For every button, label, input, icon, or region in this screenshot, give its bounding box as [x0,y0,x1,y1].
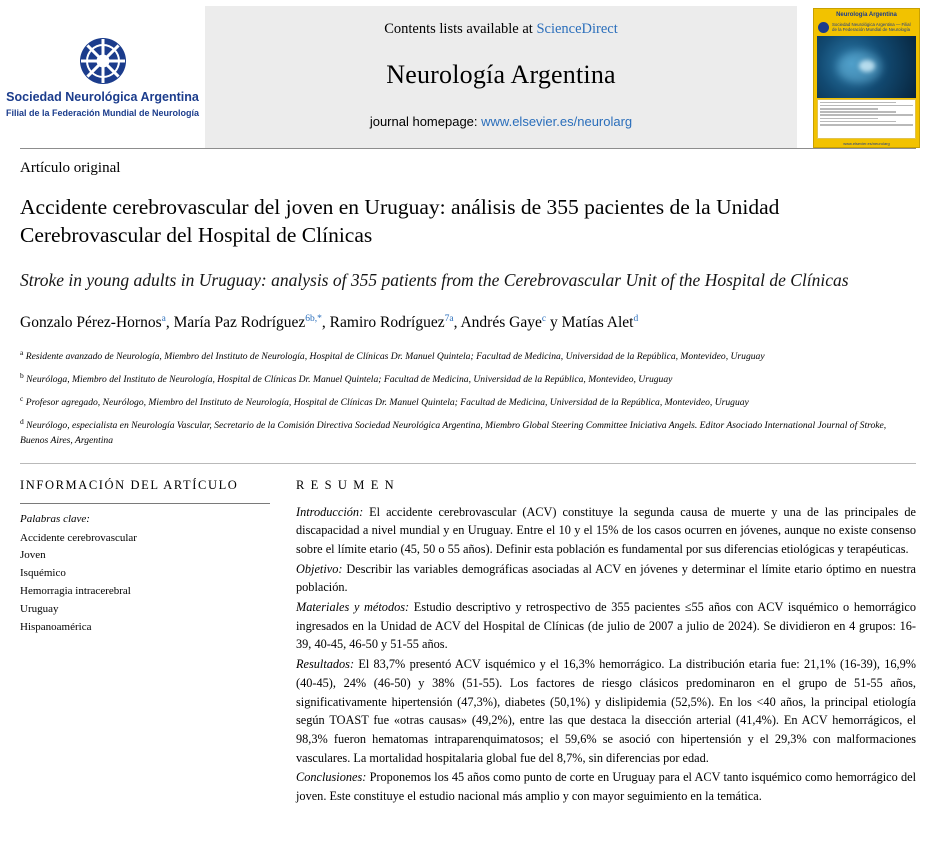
affiliation-mark: d [20,416,24,426]
author-separator: , [453,313,461,331]
affiliation-mark: c [20,393,24,403]
homepage-line [370,114,632,129]
article-header [0,149,936,449]
homepage-prefix: journal homepage: [369,114,482,129]
cover-emblem-icon [818,22,829,33]
page-title: Accidente cerebrovascular del joven en Uruguay: análisis de 355 pacientes de la Unidad Cerebrovascular del Hospital de Clínicas [20,195,780,248]
author-list [20,312,916,334]
homepage-link[interactable]: www.elsevier.es/neurolarg [481,114,633,129]
article-type: Artículo original [20,160,121,176]
author-name: Ramiro Rodríguez [329,313,445,331]
author-entry[interactable] [460,314,546,331]
cover-thumbnail [813,8,920,148]
affiliation-mark: a [20,347,24,357]
contents-prefix: Contents lists available at [384,21,537,37]
abstract-label: Introducción: [296,504,364,519]
cover-contents-line [820,102,896,104]
abstract-paragraph [296,598,916,654]
sciencedirect-link[interactable]: ScienceDirect [536,21,618,37]
author-separator: , [165,313,174,331]
abstract-text: Describir las variables demográficas asociadas al ACV en jóvenes y determinar el límite etario óptimo en nuestra población. [296,561,916,595]
society-name: Sociedad Neurológica Argentina [6,90,199,105]
journal-banner [205,6,797,148]
keywords-divider [20,503,270,504]
author-entry[interactable] [330,314,454,331]
cover-contents-line [820,124,913,126]
affiliation-text: Neurólogo, especialista en Neurología Vascular, Secretario de la Comisión Directiva Sociedad Neurológica Argentina, Miembro Global Steering Committee Iniciativa Angels. Editor Asociado International Journal of Stroke, Buenos Aires, Argentina [20,419,887,446]
contents-line [384,21,618,38]
affiliation-text: Neuróloga, Miembro del Instituto de Neurología, Hospital de Clínicas Dr. Manuel Quintela; Facultad de Medicina, Universidad de la República, Montevideo, Uruguay [26,373,673,385]
keyword-item: Uruguay [20,602,59,615]
abstract-label: Resultados: [296,657,355,672]
article-info-heading: INFORMACIÓN DEL ARTÍCULO [20,477,239,492]
cover-contents-list [817,99,916,139]
page-title-english: Stroke in young adults in Uruguay: analysis of 355 patients from the Cerebrovascular Unit of the Hospital de Clínicas [20,269,849,290]
abstract-label: Objetivo: [296,561,343,576]
keyword-item: Isquémico [20,567,66,580]
abstract-text: Estudio descriptivo y retrospectivo de 355 pacientes ≤55 años con ACV isquémico o hemorrágico ingresados en la Unidad de ACV del Hospital de Clínicas (de julio de 2007 a julio de 2024). Se dividieron en 4 grupos: 16-39, 40-45, 46-50 y 51-55 años. [296,600,916,652]
author-entry[interactable] [174,314,322,331]
keyword-item: Hemorragia intracerebral [20,585,131,598]
affiliation [20,416,916,449]
abstract-text: El accidente cerebrovascular (ACV) constituye la segunda causa de muerte y una de las principales de discapacidad a nivel mundial y en Uruguay. Entre el 10 y el 15% de los casos ocurren en jóvenes, aunque no existe consenso sobre el límite etario (45, 50 o 55 años). Definir esta población es fundamental por sus diferencias etiológicas y terapéuticas. [296,504,916,556]
author-affiliation-mark[interactable]: 6b,* [305,313,322,324]
abstract-column [296,478,916,807]
cover-contents-line [820,121,896,123]
journal-title: Neurología Argentina [386,60,616,89]
affiliation-text: Profesor agregado, Neurólogo, Miembro del Instituto de Neurología, Hospital de Clínicas Dr. Manuel Quintela; Facultad de Medicina, Universidad de la República, Montevideo, Uruguay [25,396,749,408]
cover-society-block [814,20,919,35]
author-entry[interactable] [20,314,166,331]
author-affiliation-mark[interactable]: c [541,313,547,324]
abstract-paragraph [296,560,916,597]
cover-contents-line [820,105,913,107]
affiliation [20,347,916,365]
abstract-text: Proponemos los 45 años como punto de corte en Uruguay para el ACV tanto isquémico como hemorrágico del joven. Este constituye el estudio nacional más amplio y con mayor seguimiento en la temática. [296,770,916,803]
affiliation-mark: b [20,370,24,380]
abstract-label: Conclusiones: [296,770,367,785]
author-name: María Paz Rodríguez [173,313,306,331]
abstract-label: Materiales y métodos: [296,600,410,615]
society-logo [0,6,205,148]
author-affiliation-mark[interactable]: a [161,313,166,324]
society-subtitle: Filial de la Federación Mundial de Neurología [5,107,200,118]
author-name: Matías Alet [561,313,634,331]
emblem-spokes-icon [80,38,126,84]
cover-artwork [817,36,916,98]
journal-cover [797,6,936,148]
author-affiliation-mark[interactable]: d [633,313,639,324]
abstract-paragraph [296,503,916,559]
author-affiliation-mark[interactable]: 7a [444,313,454,324]
keyword-item: Joven [20,549,46,562]
author-separator: , [321,313,330,331]
affiliation [20,393,916,411]
abstract-paragraph [296,655,916,767]
keywords-label: Palabras clave: [20,512,90,525]
affiliation-text: Residente avanzado de Neurología, Miembro del Instituto de Neurología, Hospital de Clínicas Dr. Manuel Quintela; Facultad de Medicina, Universidad de la República, Montevideo, Uruguay [25,350,765,362]
cover-title: Neurología Argentina [814,9,919,20]
cover-contents-line [820,118,878,120]
abstract-text: El 83,7% presentó ACV isquémico y el 16,3% hemorrágico. La distribución etaria fue: 21,1% (16-39), 16,9% (40-45), 24% (46-50) y 38% (51-55). Los factores de riesgo clásicos predominaron en el grupo de 51-55 años, significativamente hipertensión (47,3%), diabetes (50,1%) y dislipidemia (52,5%). En los <40 años, la principal etiología según TOAST fue «otras causas» (49,2%), entre las que destaca la disección arterial (41,4%). En ACV hemorrágicos, el 98,3% fueron hematomas intraparenquimatosos; el 59,6% se asoció con hipertensión y el 29,3% con malformaciones vasculares. La mortalidad hospitalaria global fue del 8,7%, sin diferencias por edad. [296,657,916,765]
affiliation [20,370,916,388]
author-name: Andrés Gaye [460,313,542,331]
journal-masthead [0,0,936,148]
cover-footer-url: www.elsevier.es/neurolarg [843,141,890,146]
cover-contents-line [820,114,913,116]
author-name: Gonzalo Pérez-Hornos [20,313,162,331]
article-info-column [20,478,270,807]
abstract-heading: R E S U M E N [296,477,396,492]
cover-contents-line [820,108,878,110]
keyword-item: Hispanoamérica [20,620,92,633]
cover-society-line: Sociedad Neurológica Argentina — Filial de la Federación Mundial de Neurología [832,22,911,33]
abstract-paragraph [296,768,916,805]
keyword-item: Accidente cerebrovascular [20,531,137,544]
author-entry[interactable] [562,314,639,331]
author-separator: y [546,313,562,331]
cover-contents-line [820,111,896,113]
abstract-section [0,464,936,807]
society-emblem-icon [80,38,126,84]
